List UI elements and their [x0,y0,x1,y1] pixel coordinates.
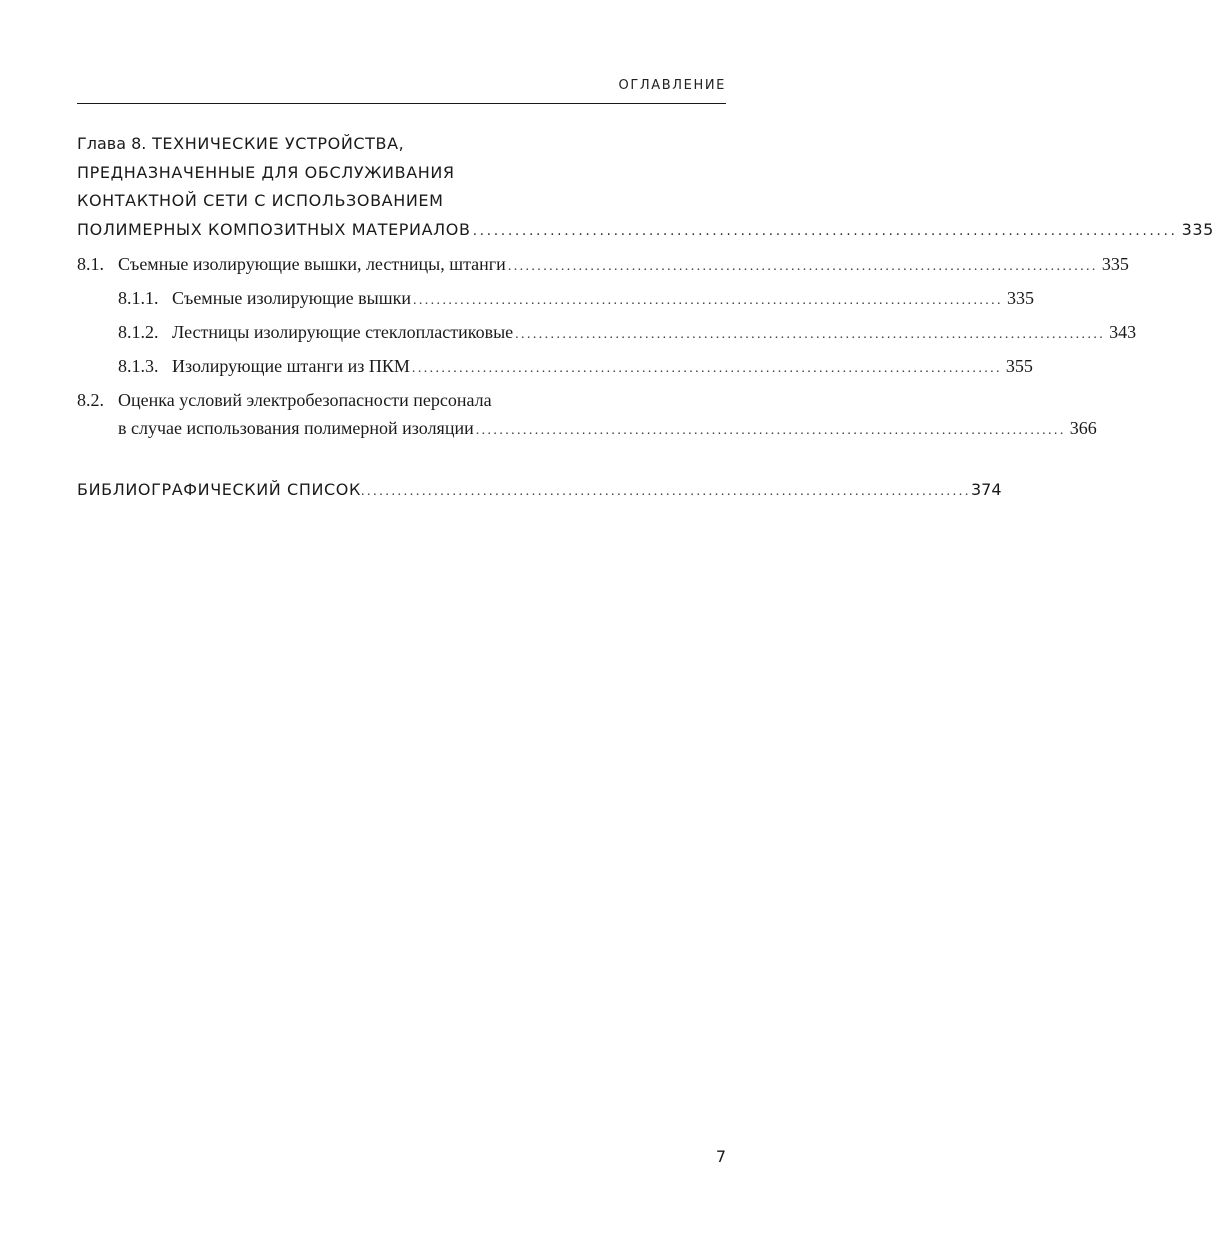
leader-dots: .................................................................................................... [475,423,1066,438]
section-page-number: 335 [1101,254,1129,274]
chapter-heading-line-3 [77,189,726,213]
section-number: 8.2. [77,390,104,410]
toc-entry-8-1-3[interactable] [77,354,1033,378]
section-number: 8.1.2. [118,322,159,342]
leader-dots: .................................................................................................... [412,293,1003,308]
section-page-number: 366 [1069,418,1097,438]
chapter-title-line-2: ПРЕДНАЗНАЧЕННЫЕ ДЛЯ ОБСЛУЖИВАНИЯ [77,163,455,182]
leader-dots: .................................................................................................... [411,361,1002,376]
bibliography-title: БИБЛИОГРАФИЧЕСКИЙ СПИСОК [77,480,361,499]
chapter-page-number: 335 [1181,220,1214,239]
section-number: 8.1.1. [118,288,159,308]
section-title-line-2: в случае использования полимерной изоляции [118,418,474,438]
toc-entry-8-1[interactable] [77,252,1129,276]
toc-entry-8-2-line-1[interactable] [77,388,726,412]
running-head: ОГЛАВЛЕНИЕ [618,78,726,93]
section-title: Лестницы изолирующие стеклопластиковые [172,322,514,342]
bibliography-page-number: 374 [970,480,1002,499]
toc-entry-8-1-1[interactable] [77,286,1034,310]
chapter-heading-line-2 [77,161,726,185]
section-title-line-1: Оценка условий электробезопасности персонала [118,390,492,410]
page-folio: 7 [715,1147,726,1166]
section-title: Изолирующие штанги из ПКМ [172,356,410,376]
leader-dots: .................................................................................................... [515,327,1106,342]
chapter-heading-line-4[interactable] [77,218,1214,242]
section-page-number: 335 [1006,288,1034,308]
leader-dots: .................................................................................................... [472,223,1178,239]
section-number: 8.1. [77,254,104,274]
header-rule [77,103,726,104]
chapter-title-line-3: КОНТАКТНОЙ СЕТИ С ИСПОЛЬЗОВАНИЕМ [77,191,444,210]
toc-entry-bibliography[interactable] [77,478,1002,502]
section-number: 8.1.3. [118,356,159,376]
chapter-label: Глава 8. [77,134,147,153]
chapter-title-line-4: ПОЛИМЕРНЫХ КОМПОЗИТНЫХ МАТЕРИАЛОВ [77,220,471,239]
toc-entry-8-2-line-2[interactable] [77,416,1097,440]
chapter-title-line-1: ТЕХНИЧЕСКИЕ УСТРОЙСТВА, [152,134,405,153]
leader-dots: .................................................................................................... [360,484,971,499]
section-title: Съемные изолирующие вышки [172,288,411,308]
section-title: Съемные изолирующие вышки, лестницы, штанги [118,254,506,274]
section-page-number: 355 [1005,356,1033,376]
chapter-heading-line-1 [77,132,726,156]
leader-dots: .................................................................................................... [507,259,1098,274]
section-page-number: 343 [1109,322,1137,342]
toc-entry-8-1-2[interactable] [77,320,1137,344]
